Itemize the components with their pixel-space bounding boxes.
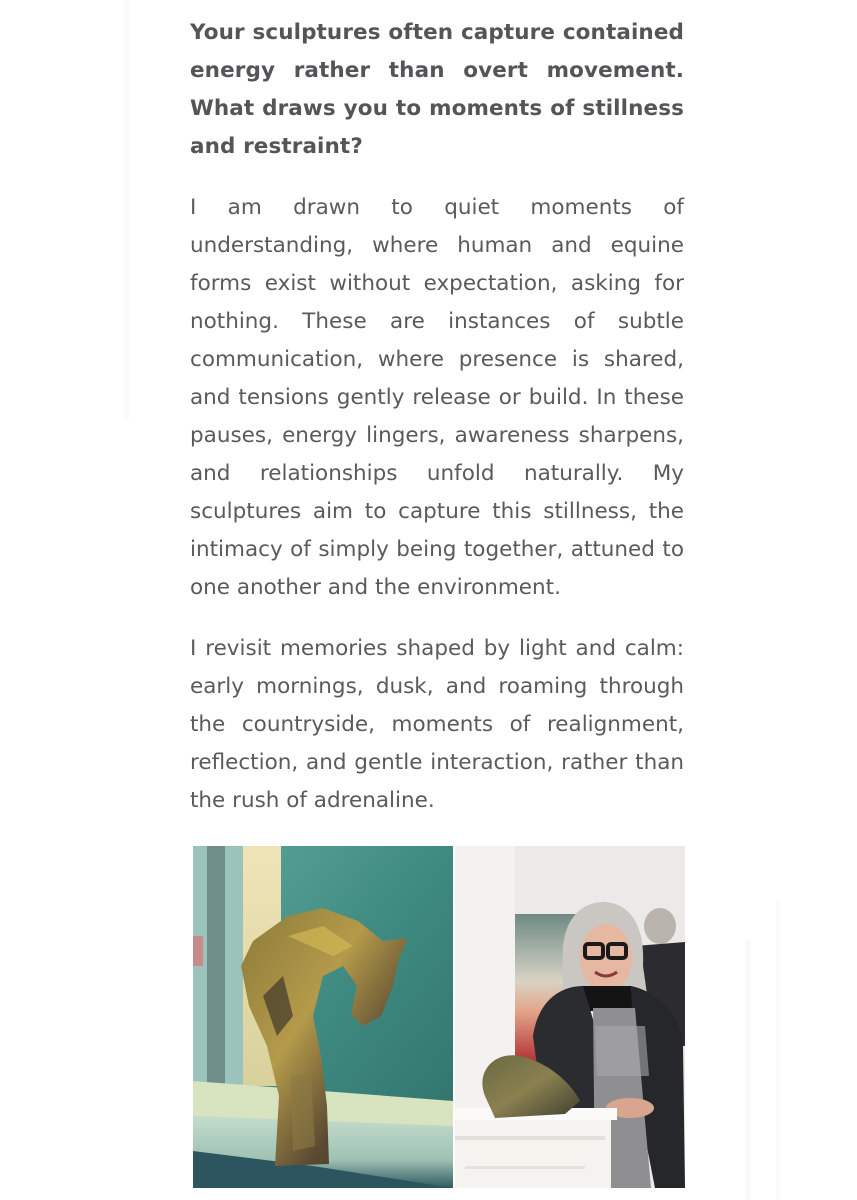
interview-article <box>190 14 684 820</box>
interview-question: Your sculptures often capture contained energy rather than overt movement. What draws you to moments of stillness and restraint? <box>190 20 684 159</box>
answer-paragraph: I revisit memories shaped by light and calm: early mornings, dusk, and roaming through the countryside, moments of realignment, reflection, and gentle interaction, rather than the rush of adrenaline. <box>190 636 684 813</box>
photo-pair <box>193 846 685 1188</box>
page-edge-shadow <box>775 900 781 1200</box>
page-edge-shadow <box>122 0 130 420</box>
artist-with-sculpture-photo <box>455 846 685 1188</box>
answer-paragraph: I am drawn to quiet moments of understanding, where human and equine forms exist without expectation, asking for nothing. These are instances of subtle communication, where presence is shared, and tensions gently release or build. In these pauses, energy lingers, awareness sharpens, and relationships unfold naturally. My sculptures aim to capture this stillness, the intimacy of simply being together, attuned to one another and the environment. <box>190 195 684 600</box>
page-edge-shadow <box>744 940 752 1200</box>
artist-portrait-image <box>455 846 685 1188</box>
horse-sculpture-image <box>193 846 453 1188</box>
horse-sculpture-photo <box>193 846 453 1188</box>
